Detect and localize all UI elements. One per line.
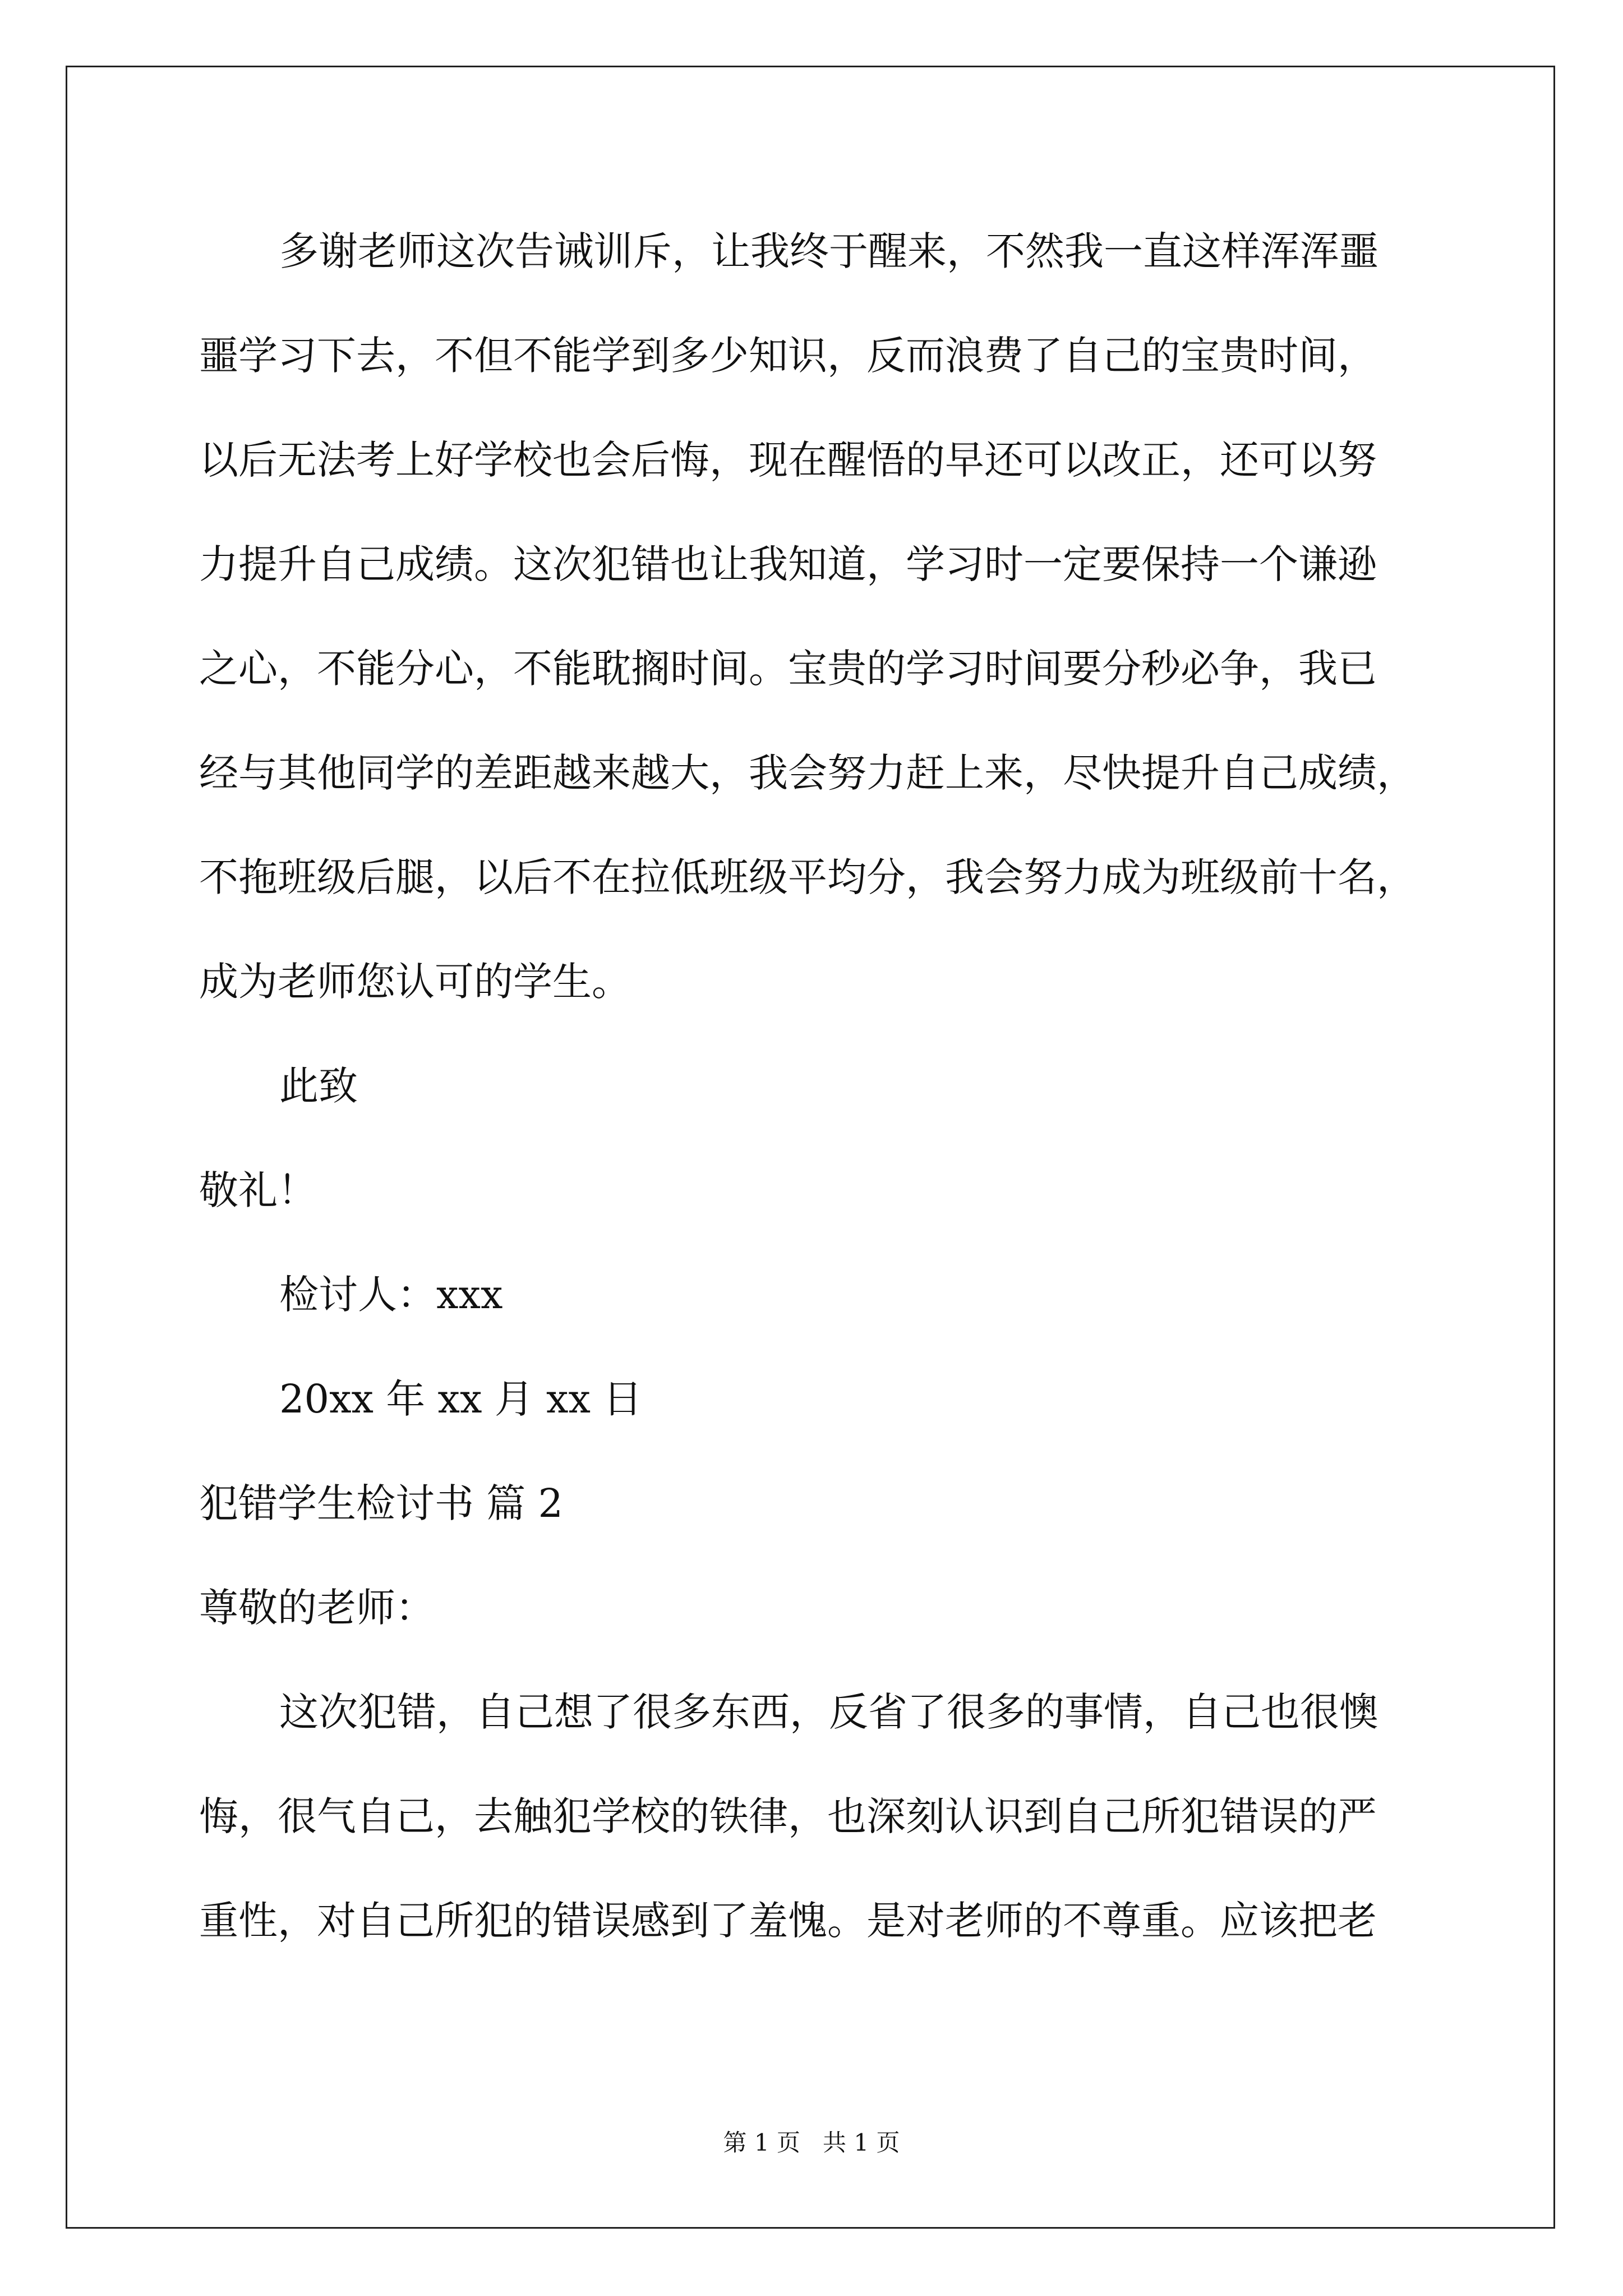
section-heading: 犯错学生检讨书 篇 2 [199, 1480, 564, 1526]
signature-line: 检讨人：xxx [279, 1272, 503, 1318]
page-number-footer: 第 1 页 共 1 页 [723, 2129, 900, 2156]
body-line: 多谢老师这次告诫训斥，让我终于醒来，不然我一直这样浑浑噩 [279, 228, 1378, 274]
body-line: 不拖班级后腿，以后不在拉低班级平均分，我会努力成为班级前十名， [199, 854, 1416, 900]
body-line: 悔，很气自己，去触犯学校的铁律，也深刻认识到自己所犯错误的严 [199, 1793, 1377, 1839]
body-line: 成为老师您认可的学生。 [199, 959, 631, 1005]
body-line: 力提升自己成绩。这次犯错也让我知道，学习时一定要保持一个谦逊 [199, 541, 1377, 587]
body-line: 重性，对自己所犯的错误感到了羞愧。是对老师的不尊重。应该把老 [199, 1898, 1377, 1944]
greeting-line: 尊敬的老师： [199, 1585, 435, 1631]
closing-regards: 敬礼！ [199, 1167, 317, 1213]
body-line: 经与其他同学的差距越来越大，我会努力赶上来，尽快提升自己成绩， [199, 750, 1416, 796]
closing-salutation: 此致 [279, 1063, 358, 1109]
date-line: 20xx 年 xx 月 xx 日 [279, 1376, 643, 1422]
body-line: 之心，不能分心，不能耽搁时间。宝贵的学习时间要分秒必争，我已 [199, 646, 1377, 692]
body-line: 这次犯错，自己想了很多东西，反省了很多的事情，自己也很懊 [279, 1689, 1378, 1735]
body-line: 噩学习下去，不但不能学到多少知识，反而浪费了自己的宝贵时间， [199, 333, 1377, 379]
body-line: 以后无法考上好学校也会后悔，现在醒悟的早还可以改正，还可以努 [199, 437, 1377, 483]
